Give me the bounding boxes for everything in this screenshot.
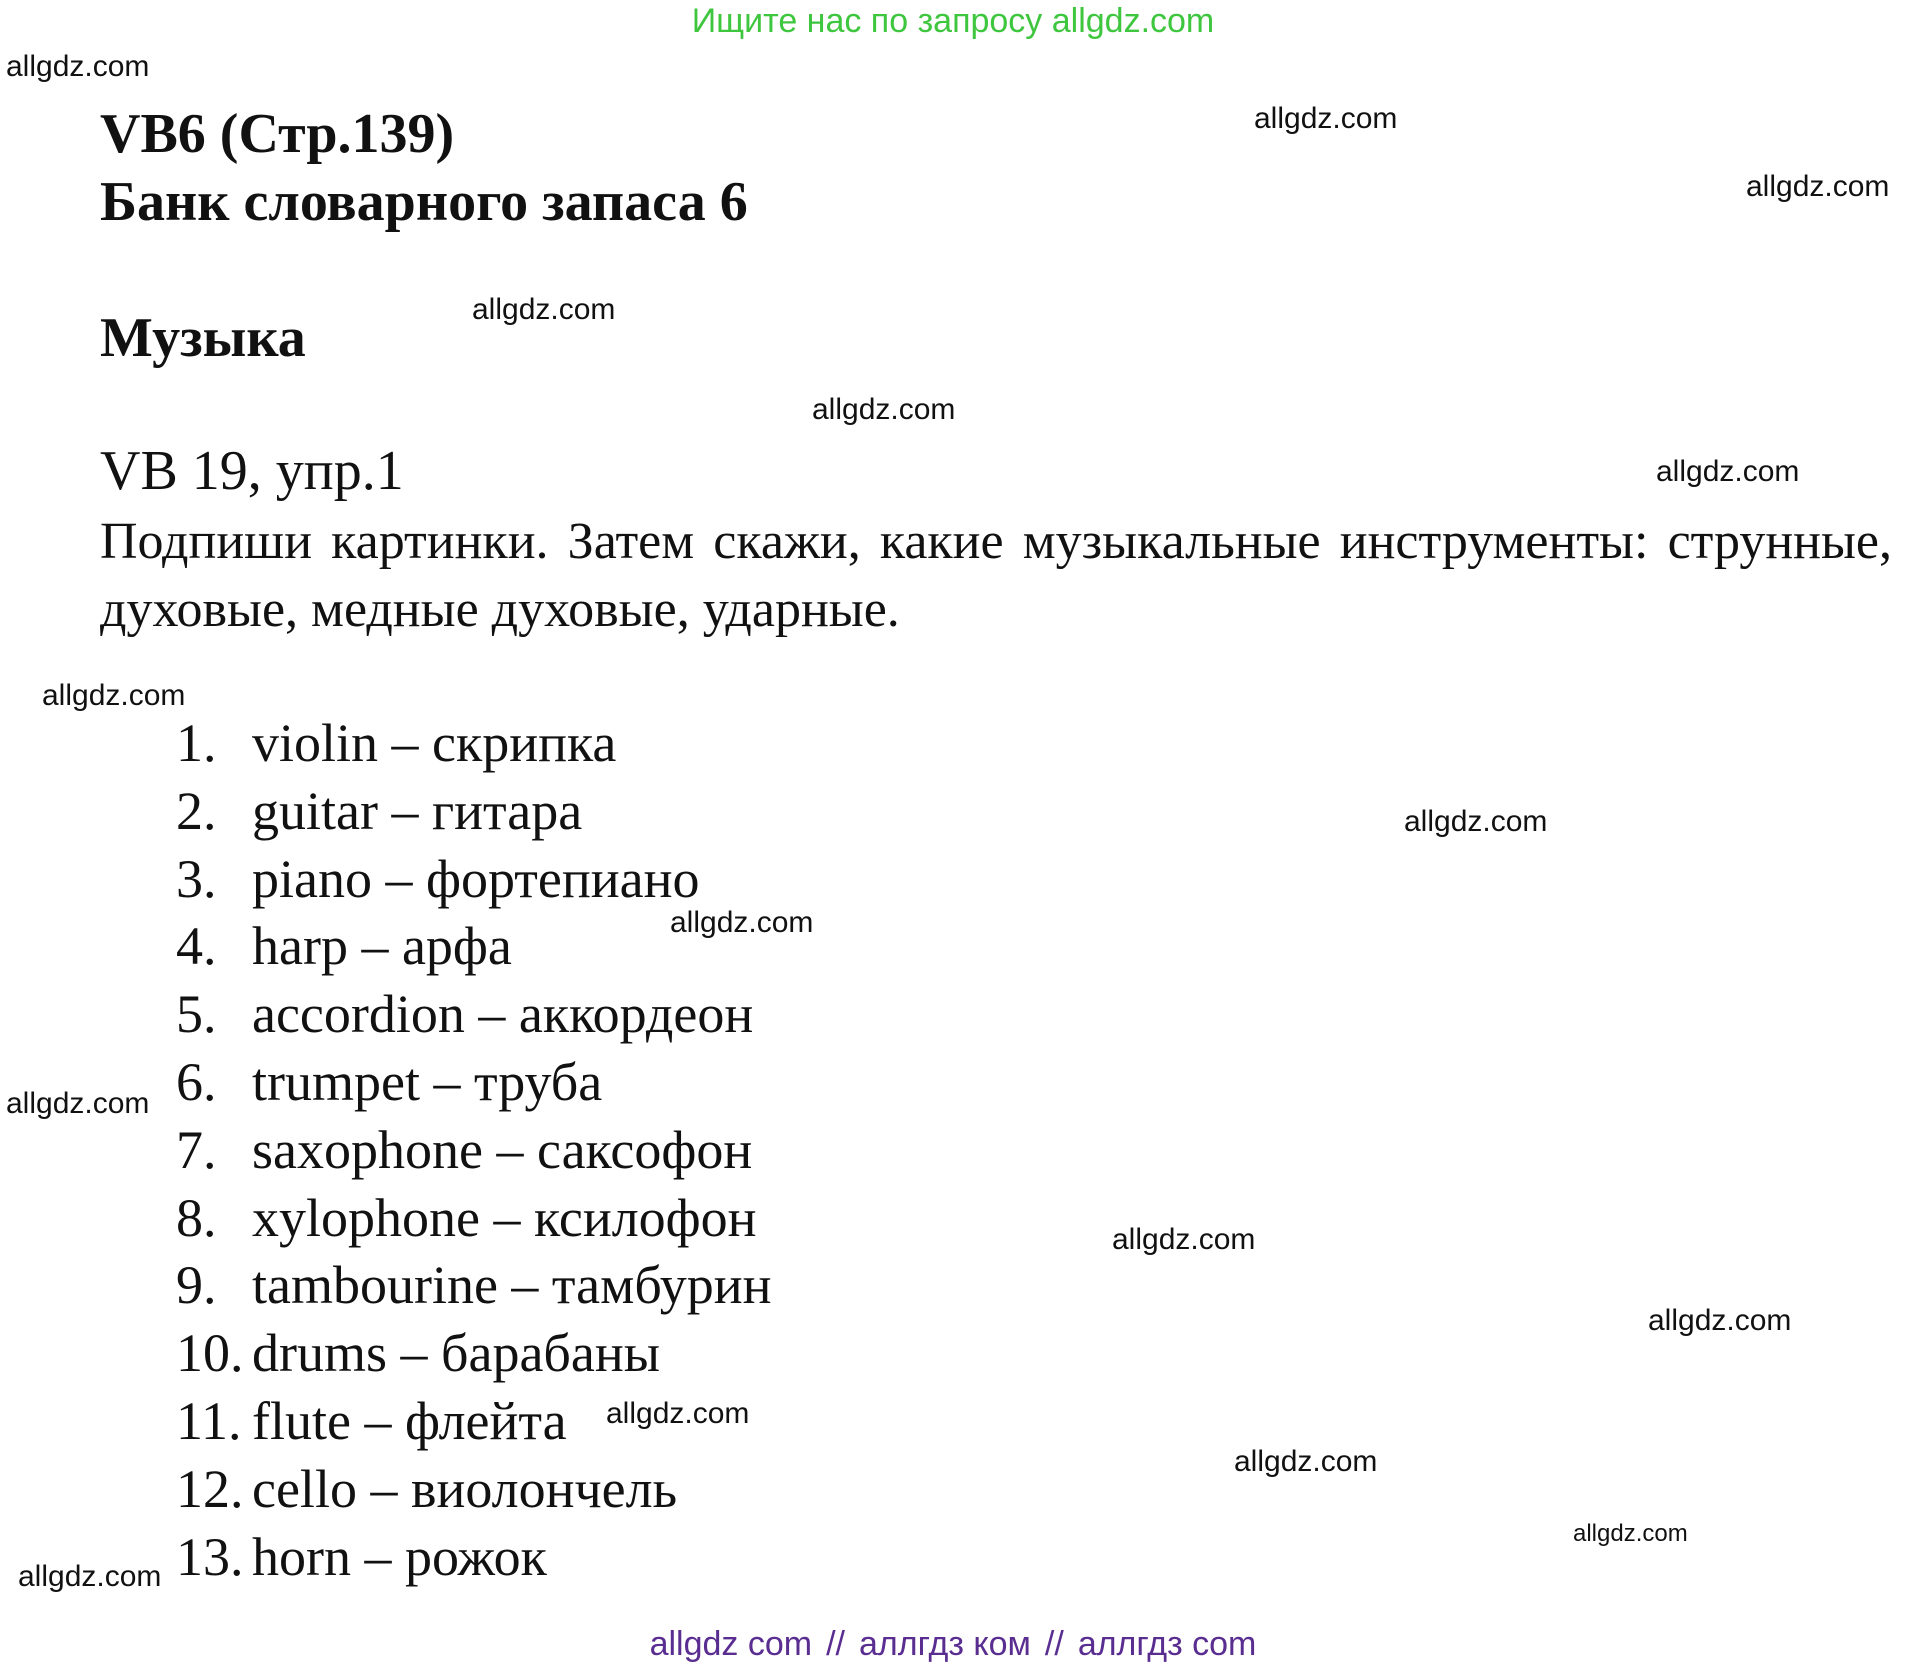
item-number: 13. — [176, 1526, 244, 1587]
list-item — [176, 1524, 772, 1592]
page-subheading: Банк словарного запаса 6 — [100, 171, 748, 233]
footer-link-allgdz[interactable]: allgdz com — [649, 1625, 813, 1663]
item-number: 11. — [176, 1390, 242, 1451]
item-number: 6. — [176, 1051, 217, 1112]
item-number: 12. — [176, 1458, 244, 1519]
item-text: piano – фортепиано — [252, 848, 700, 909]
footer-separator: // — [1044, 1625, 1064, 1663]
watermark: allgdz.com — [1254, 102, 1398, 135]
list-item — [176, 1185, 772, 1253]
list-item — [176, 981, 772, 1049]
item-number: 10. — [176, 1323, 244, 1384]
watermark: allgdz.com — [1746, 170, 1890, 203]
watermark: allgdz.com — [1648, 1304, 1792, 1337]
watermark: allgdz.com — [1234, 1445, 1378, 1478]
item-number: 5. — [176, 984, 217, 1045]
item-text: trumpet – труба — [252, 1051, 603, 1112]
list-item — [176, 1320, 772, 1388]
list-item — [176, 1049, 772, 1117]
watermark: allgdz.com — [1404, 805, 1548, 838]
list-item — [176, 1456, 772, 1524]
item-number: 9. — [176, 1255, 217, 1316]
watermark: allgdz.com — [606, 1397, 750, 1430]
watermark: allgdz.com — [6, 1087, 150, 1120]
exercise-reference: VB 19, упр.1 — [100, 440, 404, 502]
item-number: 7. — [176, 1119, 217, 1180]
list-item — [176, 710, 772, 778]
watermark: allgdz.com — [1656, 455, 1800, 488]
list-item — [176, 1252, 772, 1320]
page-heading: VB6 (Стр.139) — [100, 103, 455, 165]
item-text: saxophone – саксофон — [252, 1119, 753, 1180]
list-item — [176, 1117, 772, 1185]
exercise-instruction: Подпиши картинки. Затем скажи, какие музыкальные инструменты: струнные, духовые, медные духовые, ударные. — [100, 513, 1892, 638]
promo-banner: Ищите нас по запросу allgdz.com — [691, 2, 1215, 40]
list-item — [176, 846, 772, 914]
footer-separator: // — [826, 1625, 846, 1663]
footer-link-cyrillic[interactable]: аллгдз ком — [859, 1625, 1031, 1663]
item-text: cello – виолончель — [252, 1458, 678, 1519]
footer-links — [0, 1624, 1906, 1664]
item-text: xylophone – ксилофон — [252, 1187, 757, 1248]
vocabulary-list — [176, 710, 772, 1591]
watermark: allgdz.com — [1573, 1520, 1688, 1547]
list-item — [176, 778, 772, 846]
item-text: tambourine – тамбурин — [252, 1255, 772, 1316]
item-number: 8. — [176, 1187, 217, 1248]
watermark: allgdz.com — [18, 1560, 162, 1593]
item-number: 3. — [176, 848, 217, 909]
item-number: 4. — [176, 916, 217, 977]
watermark: allgdz.com — [472, 293, 616, 326]
item-number: 1. — [176, 713, 217, 773]
watermark: allgdz.com — [42, 679, 186, 712]
item-text: drums – барабаны — [252, 1323, 661, 1384]
item-text: horn – рожок — [252, 1526, 547, 1587]
watermark: allgdz.com — [670, 906, 814, 939]
item-number: 2. — [176, 780, 217, 841]
item-text: harp – арфа — [252, 916, 512, 977]
item-text: accordion – аккордеон — [252, 984, 754, 1045]
item-text: violin – скрипка — [252, 713, 617, 773]
footer-link-mixed[interactable]: аллгдз com — [1077, 1625, 1257, 1663]
watermark: allgdz.com — [812, 393, 956, 426]
watermark: allgdz.com — [6, 50, 150, 83]
item-text: flute – флейта — [252, 1390, 567, 1451]
watermark: allgdz.com — [1112, 1223, 1256, 1256]
item-text: guitar – гитара — [252, 780, 583, 841]
topic-title: Музыка — [100, 307, 306, 369]
